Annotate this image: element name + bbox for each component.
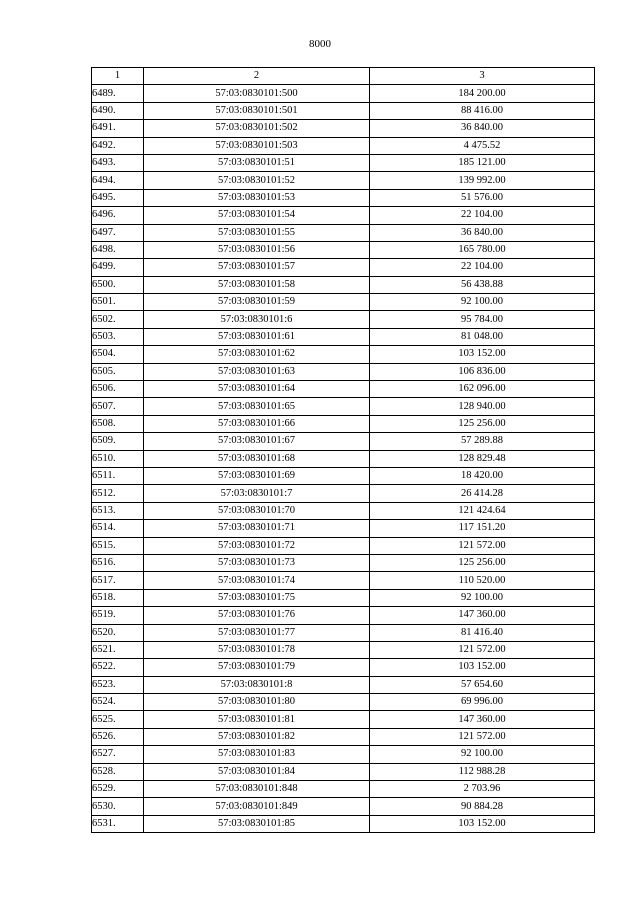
table-row: [92, 554, 595, 571]
cadastral-number: 57:03:0830101:70: [144, 502, 370, 519]
cadastral-value: 36 840.00: [370, 120, 595, 137]
cadastral-number: 57:03:0830101:68: [144, 450, 370, 467]
cadastral-number: 57:03:0830101:76: [144, 607, 370, 624]
row-number: 6495.: [92, 189, 144, 206]
page-number: 8000: [309, 38, 331, 50]
table-row: [92, 241, 595, 258]
cadastral-value: 81 416.40: [370, 624, 595, 641]
table-row: [92, 728, 595, 745]
cadastral-number: 57:03:0830101:81: [144, 711, 370, 728]
row-number: 6517.: [92, 572, 144, 589]
cadastral-number: 57:03:0830101:55: [144, 224, 370, 241]
cadastral-value: 69 996.00: [370, 694, 595, 711]
row-number: 6493.: [92, 154, 144, 171]
cadastral-number: 57:03:0830101:59: [144, 294, 370, 311]
table-row: [92, 450, 595, 467]
row-number: 6490.: [92, 102, 144, 119]
row-number: 6502.: [92, 311, 144, 328]
cadastral-value: 117 151.20: [370, 520, 595, 537]
cadastral-number: 57:03:0830101:72: [144, 537, 370, 554]
cadastral-number: 57:03:0830101:7: [144, 485, 370, 502]
cadastral-number: 57:03:0830101:64: [144, 381, 370, 398]
table-row: [92, 624, 595, 641]
table-row: [92, 815, 595, 832]
cadastral-value: 121 572.00: [370, 537, 595, 554]
cadastral-number: 57:03:0830101:61: [144, 328, 370, 345]
cadastral-number: 57:03:0830101:85: [144, 815, 370, 832]
table-row: [92, 607, 595, 624]
cadastral-value: 51 576.00: [370, 189, 595, 206]
cadastral-value: 36 840.00: [370, 224, 595, 241]
table-row: [92, 346, 595, 363]
cadastral-number: 57:03:0830101:73: [144, 554, 370, 571]
cadastral-value: 110 520.00: [370, 572, 595, 589]
cadastral-number: 57:03:0830101:53: [144, 189, 370, 206]
cadastral-value: 128 829.48: [370, 450, 595, 467]
cadastral-value: 57 289.88: [370, 433, 595, 450]
cadastral-number: 57:03:0830101:69: [144, 467, 370, 484]
cadastral-value: 95 784.00: [370, 311, 595, 328]
cadastral-number: 57:03:0830101:52: [144, 172, 370, 189]
row-number: 6500.: [92, 276, 144, 293]
table-row: [92, 381, 595, 398]
cadastral-value: 121 572.00: [370, 641, 595, 658]
table-header-row: [92, 68, 595, 85]
row-number: 6520.: [92, 624, 144, 641]
cadastral-number: 57:03:0830101:82: [144, 728, 370, 745]
cadastral-value: 125 256.00: [370, 554, 595, 571]
row-number: 6494.: [92, 172, 144, 189]
cadastral-number: 57:03:0830101:848: [144, 781, 370, 798]
table-row: [92, 520, 595, 537]
cadastral-number: 57:03:0830101:56: [144, 241, 370, 258]
cadastral-value: 4 475.52: [370, 137, 595, 154]
table-row: [92, 467, 595, 484]
registry-table: [91, 67, 595, 833]
table-row: [92, 398, 595, 415]
table-row: [92, 311, 595, 328]
cadastral-value: 147 360.00: [370, 711, 595, 728]
row-number: 6529.: [92, 781, 144, 798]
cadastral-number: 57:03:0830101:67: [144, 433, 370, 450]
row-number: 6528.: [92, 763, 144, 780]
cadastral-number: 57:03:0830101:75: [144, 589, 370, 606]
row-number: 6511.: [92, 467, 144, 484]
row-number: 6519.: [92, 607, 144, 624]
table-row: [92, 363, 595, 380]
row-number: 6515.: [92, 537, 144, 554]
table-row: [92, 172, 595, 189]
row-number: 6505.: [92, 363, 144, 380]
table-row: [92, 676, 595, 693]
cadastral-value: 2 703.96: [370, 781, 595, 798]
row-number: 6504.: [92, 346, 144, 363]
table-row: [92, 694, 595, 711]
row-number: 6530.: [92, 798, 144, 815]
table-row: [92, 276, 595, 293]
cadastral-value: 57 654.60: [370, 676, 595, 693]
table-row: [92, 224, 595, 241]
row-number: 6513.: [92, 502, 144, 519]
row-number: 6525.: [92, 711, 144, 728]
cadastral-number: 57:03:0830101:65: [144, 398, 370, 415]
row-number: 6522.: [92, 659, 144, 676]
cadastral-number: 57:03:0830101:78: [144, 641, 370, 658]
row-number: 6510.: [92, 450, 144, 467]
cadastral-number: 57:03:0830101:83: [144, 746, 370, 763]
row-number: 6524.: [92, 694, 144, 711]
cadastral-value: 90 884.28: [370, 798, 595, 815]
row-number: 6497.: [92, 224, 144, 241]
row-number: 6489.: [92, 85, 144, 102]
table-row: [92, 798, 595, 815]
cadastral-number: 57:03:0830101:66: [144, 415, 370, 432]
cadastral-number: 57:03:0830101:8: [144, 676, 370, 693]
cadastral-number: 57:03:0830101:77: [144, 624, 370, 641]
row-number: 6523.: [92, 676, 144, 693]
cadastral-value: 56 438.88: [370, 276, 595, 293]
table-row: [92, 294, 595, 311]
column-header-3: 3: [370, 68, 595, 85]
table-row: [92, 189, 595, 206]
cadastral-number: 57:03:0830101:74: [144, 572, 370, 589]
table-row: [92, 207, 595, 224]
cadastral-value: 121 572.00: [370, 728, 595, 745]
table-row: [92, 328, 595, 345]
row-number: 6507.: [92, 398, 144, 415]
row-number: 6531.: [92, 815, 144, 832]
cadastral-number: 57:03:0830101:58: [144, 276, 370, 293]
cadastral-value: 184 200.00: [370, 85, 595, 102]
cadastral-value: 162 096.00: [370, 381, 595, 398]
cadastral-value: 103 152.00: [370, 815, 595, 832]
cadastral-value: 147 360.00: [370, 607, 595, 624]
cadastral-value: 103 152.00: [370, 346, 595, 363]
cadastral-number: 57:03:0830101:57: [144, 259, 370, 276]
cadastral-value: 22 104.00: [370, 259, 595, 276]
table-row: [92, 659, 595, 676]
row-number: 6527.: [92, 746, 144, 763]
table-row: [92, 154, 595, 171]
table-row: [92, 259, 595, 276]
cadastral-number: 57:03:0830101:51: [144, 154, 370, 171]
cadastral-value: 26 414.28: [370, 485, 595, 502]
cadastral-number: 57:03:0830101:54: [144, 207, 370, 224]
cadastral-value: 139 992.00: [370, 172, 595, 189]
row-number: 6518.: [92, 589, 144, 606]
table-row: [92, 763, 595, 780]
cadastral-number: 57:03:0830101:80: [144, 694, 370, 711]
row-number: 6496.: [92, 207, 144, 224]
row-number: 6516.: [92, 554, 144, 571]
table-row: [92, 537, 595, 554]
cadastral-value: 103 152.00: [370, 659, 595, 676]
cadastral-value: 22 104.00: [370, 207, 595, 224]
cadastral-number: 57:03:0830101:63: [144, 363, 370, 380]
table-row: [92, 137, 595, 154]
row-number: 6501.: [92, 294, 144, 311]
row-number: 6526.: [92, 728, 144, 745]
table-row: [92, 415, 595, 432]
row-number: 6492.: [92, 137, 144, 154]
table-row: [92, 485, 595, 502]
table-row: [92, 85, 595, 102]
cadastral-value: 88 416.00: [370, 102, 595, 119]
cadastral-number: 57:03:0830101:79: [144, 659, 370, 676]
row-number: 6508.: [92, 415, 144, 432]
cadastral-value: 81 048.00: [370, 328, 595, 345]
table-row: [92, 781, 595, 798]
cadastral-value: 125 256.00: [370, 415, 595, 432]
cadastral-value: 128 940.00: [370, 398, 595, 415]
row-number: 6503.: [92, 328, 144, 345]
cadastral-value: 121 424.64: [370, 502, 595, 519]
table-row: [92, 589, 595, 606]
cadastral-number: 57:03:0830101:6: [144, 311, 370, 328]
cadastral-number: 57:03:0830101:849: [144, 798, 370, 815]
table-row: [92, 746, 595, 763]
row-number: 6491.: [92, 120, 144, 137]
cadastral-value: 185 121.00: [370, 154, 595, 171]
table-row: [92, 572, 595, 589]
cadastral-value: 106 836.00: [370, 363, 595, 380]
cadastral-number: 57:03:0830101:501: [144, 102, 370, 119]
cadastral-number: 57:03:0830101:500: [144, 85, 370, 102]
table-row: [92, 641, 595, 658]
cadastral-number: 57:03:0830101:502: [144, 120, 370, 137]
cadastral-number: 57:03:0830101:62: [144, 346, 370, 363]
cadastral-number: 57:03:0830101:503: [144, 137, 370, 154]
row-number: 6499.: [92, 259, 144, 276]
column-header-2: 2: [144, 68, 370, 85]
cadastral-number: 57:03:0830101:71: [144, 520, 370, 537]
cadastral-value: 92 100.00: [370, 294, 595, 311]
cadastral-value: 112 988.28: [370, 763, 595, 780]
table-row: [92, 711, 595, 728]
row-number: 6506.: [92, 381, 144, 398]
column-header-1: 1: [92, 68, 144, 85]
row-number: 6509.: [92, 433, 144, 450]
cadastral-value: 92 100.00: [370, 589, 595, 606]
table-row: [92, 120, 595, 137]
cadastral-value: 18 420.00: [370, 467, 595, 484]
table-row: [92, 433, 595, 450]
row-number: 6521.: [92, 641, 144, 658]
row-number: 6514.: [92, 520, 144, 537]
table-row: [92, 102, 595, 119]
table-row: [92, 502, 595, 519]
cadastral-value: 165 780.00: [370, 241, 595, 258]
row-number: 6512.: [92, 485, 144, 502]
cadastral-number: 57:03:0830101:84: [144, 763, 370, 780]
row-number: 6498.: [92, 241, 144, 258]
cadastral-value: 92 100.00: [370, 746, 595, 763]
